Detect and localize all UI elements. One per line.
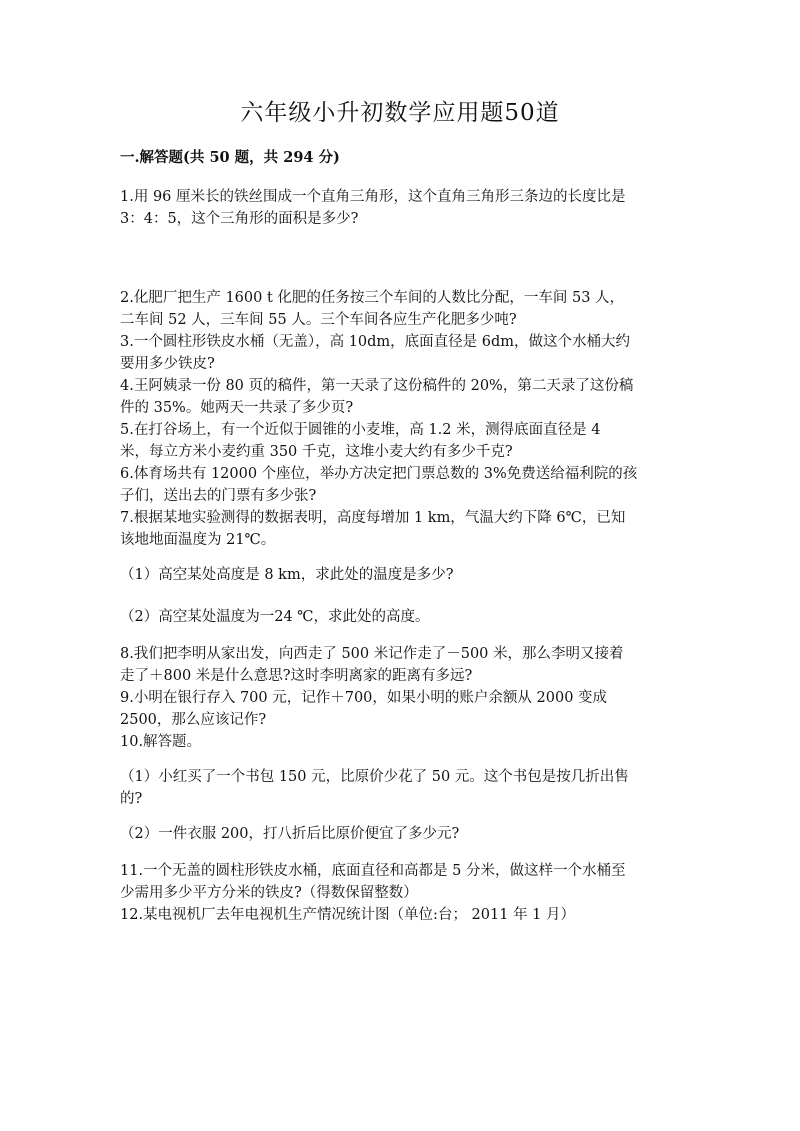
question-11-line-1: 11.一个无盖的圆柱形铁皮水桶，底面直径和高都是 5 分米，做这样一个水桶至 bbox=[120, 863, 626, 879]
question-9-line-2: 2500，那么应该记作? bbox=[120, 712, 267, 728]
question-1-line-1: 1.用 96 厘米长的铁丝围成一个直角三角形，这个直角三角形三条边的长度比是 bbox=[120, 189, 626, 205]
question-9-line-1: 9.小明在银行存入 700 元，记作＋700，如果小明的账户余额从 2000 变成 bbox=[120, 690, 608, 706]
question-3-line-1: 3.一个圆柱形铁皮水桶（无盖），高 10dm，底面直径是 6dm，做这个水桶大约 bbox=[120, 334, 631, 350]
question-10-part-1-line-2: 的? bbox=[120, 791, 143, 807]
question-7-part-1: （1）高空某处高度是 8 km，求此处的温度是多少? bbox=[120, 567, 454, 583]
document-title: 六年级小升初数学应用题50道 bbox=[240, 100, 560, 126]
question-8-line-1: 8.我们把李明从家出发，向西走了 500 米记作走了－500 米，那么李明又接着 bbox=[120, 646, 624, 662]
question-5-line-2: 米，每立方米小麦约重 350 千克，这堆小麦大约有多少千克? bbox=[120, 444, 513, 460]
question-4-line-1: 4.王阿姨录一份 80 页的稿件，第一天录了这份稿件的 20%，第二天录了这份稿 bbox=[120, 378, 634, 394]
question-8-line-2: 走了＋800 米是什么意思?这时李明离家的距离有多远? bbox=[120, 668, 473, 684]
question-10-part-1-line-1: （1）小红买了一个书包 150 元，比原价少花了 50 元。这个书包是按几折出售 bbox=[120, 769, 629, 785]
question-6-line-1: 6.体育场共有 12000 个座位，举办方决定把门票总数的 3%免费送给福利院的孩 bbox=[120, 466, 638, 482]
question-10-heading: 10.解答题。 bbox=[120, 734, 202, 750]
question-6-line-2: 子们，送出去的门票有多少张? bbox=[120, 488, 317, 504]
question-7-part-2: （2）高空某处温度为一24 ℃，求此处的高度。 bbox=[120, 609, 430, 625]
question-1-line-2: 3：4：5，这个三角形的面积是多少? bbox=[120, 211, 359, 227]
question-2-line-2: 二车间 52 人，三车间 55 人。三个车间各应生产化肥多少吨? bbox=[120, 312, 517, 328]
question-12-line-1: 12.某电视机厂去年电视机生产情况统计图（单位:台； 2011 年 1 月） bbox=[120, 907, 576, 923]
question-10-part-2: （2）一件衣服 200，打八折后比原价便宜了多少元? bbox=[120, 826, 460, 842]
question-3-line-2: 要用多少铁皮? bbox=[120, 356, 215, 372]
question-4-line-2: 件的 35%。她两天一共录了多少页? bbox=[120, 400, 354, 416]
question-7-line-1: 7.根据某地实验测得的数据表明，高度每增加 1 km，气温大约下降 6℃，已知 bbox=[120, 510, 626, 526]
question-11-line-2: 少需用多少平方分米的铁皮?（得数保留整数） bbox=[120, 885, 418, 901]
question-2-line-1: 2.化肥厂把生产 1600 t 化肥的任务按三个车间的人数比分配，一车间 53 人， bbox=[120, 290, 625, 306]
question-5-line-1: 5.在打谷场上，有一个近似于圆锥的小麦堆，高 1.2 米，测得底面直径是 4 bbox=[120, 422, 601, 438]
question-7-line-2: 该地地面温度为 21℃。 bbox=[120, 532, 276, 548]
section-heading: 一.解答题(共 50 题，共 294 分) bbox=[120, 149, 340, 166]
